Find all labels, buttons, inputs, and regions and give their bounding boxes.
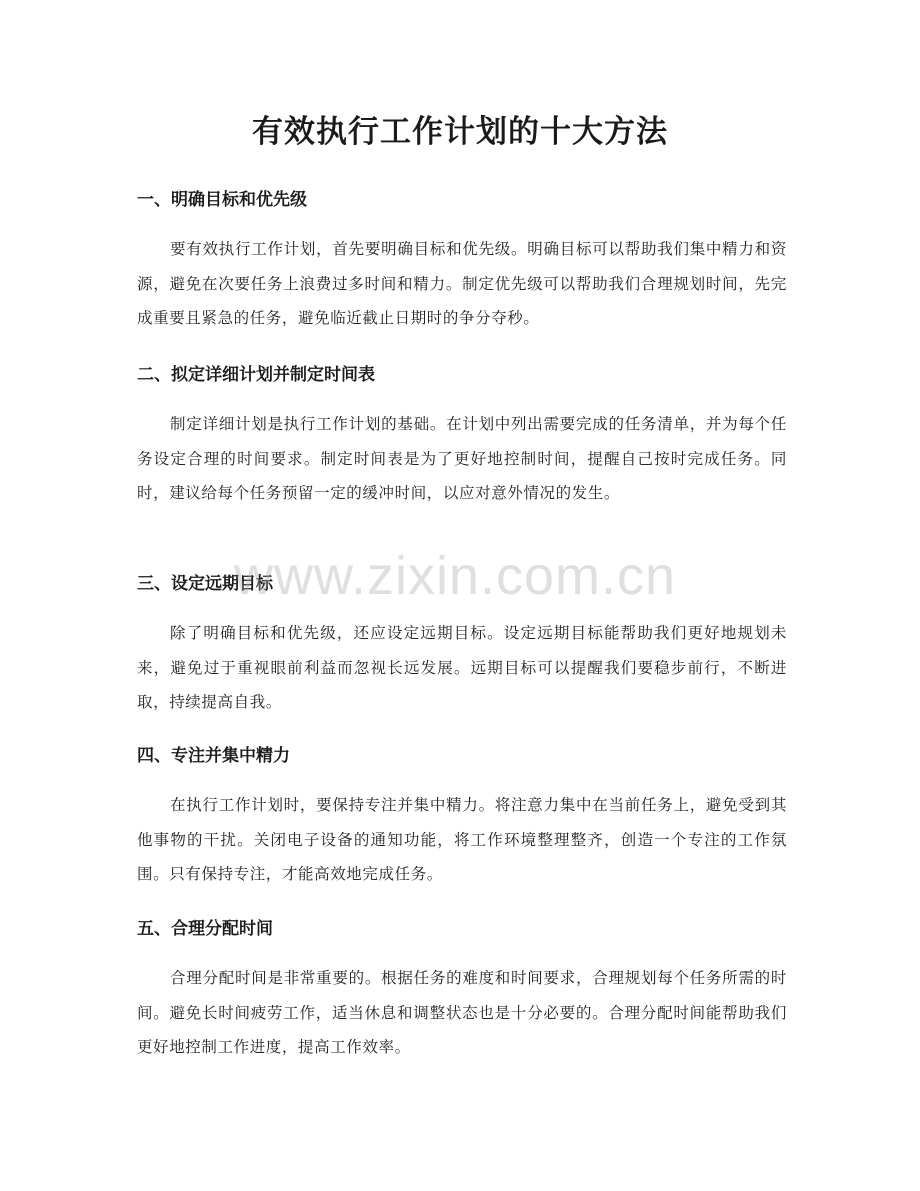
section-heading: 一、明确目标和优先级 bbox=[137, 190, 307, 210]
section-paragraph: 合理分配时间是非常重要的。根据任务的难度和时间要求，合理规划每个任务所需的时间。避免长时间疲劳工作，适当休息和调整状态也是十分必要的。合理分配时间能帮助我们更好地控制工作进度，提高工作效率。 bbox=[137, 969, 787, 1056]
section-heading: 三、设定远期目标 bbox=[137, 574, 273, 594]
section-4 bbox=[137, 742, 787, 892]
watermark: www.zixin.com.cn bbox=[233, 546, 677, 606]
section-paragraph: 要有效执行工作计划，首先要明确目标和优先级。明确目标可以帮助我们集中精力和资源，避免在次要任务上浪费过多时间和精力。制定优先级可以帮助我们合理规划时间，先完成重要且紧急的任务，避免临近截止日期时的争分夺秒。 bbox=[137, 240, 787, 327]
section-heading: 五、合理分配时间 bbox=[137, 919, 273, 939]
section-heading: 四、专注并集中精力 bbox=[137, 746, 290, 766]
section-5 bbox=[137, 915, 787, 1065]
section-paragraph: 制定详细计划是执行工作计划的基础。在计划中列出需要完成的任务清单，并为每个任务设定合理的时间要求。制定时间表是为了更好地控制时间，提醒自己按时完成任务。同时，建议给每个任务预留一定的缓冲时间，以应对意外情况的发生。 bbox=[137, 415, 787, 502]
section-1 bbox=[137, 186, 787, 336]
section-heading: 二、拟定详细计划并制定时间表 bbox=[137, 365, 375, 385]
section-paragraph: 在执行工作计划时，要保持专注并集中精力。将注意力集中在当前任务上，避免受到其他事物的干扰。关闭电子设备的通知功能，将工作环境整理整齐，创造一个专注的工作氛围。只有保持专注，才能高效地完成任务。 bbox=[137, 796, 787, 883]
section-2 bbox=[137, 361, 787, 511]
section-3 bbox=[137, 570, 787, 720]
section-paragraph: 除了明确目标和优先级，还应设定远期目标。设定远期目标能帮助我们更好地规划未来，避免过于重视眼前利益而忽视长远发展。远期目标可以提醒我们要稳步前行，不断进取，持续提高自我。 bbox=[137, 624, 787, 711]
document-title: 有效执行工作计划的十大方法 bbox=[252, 114, 668, 150]
